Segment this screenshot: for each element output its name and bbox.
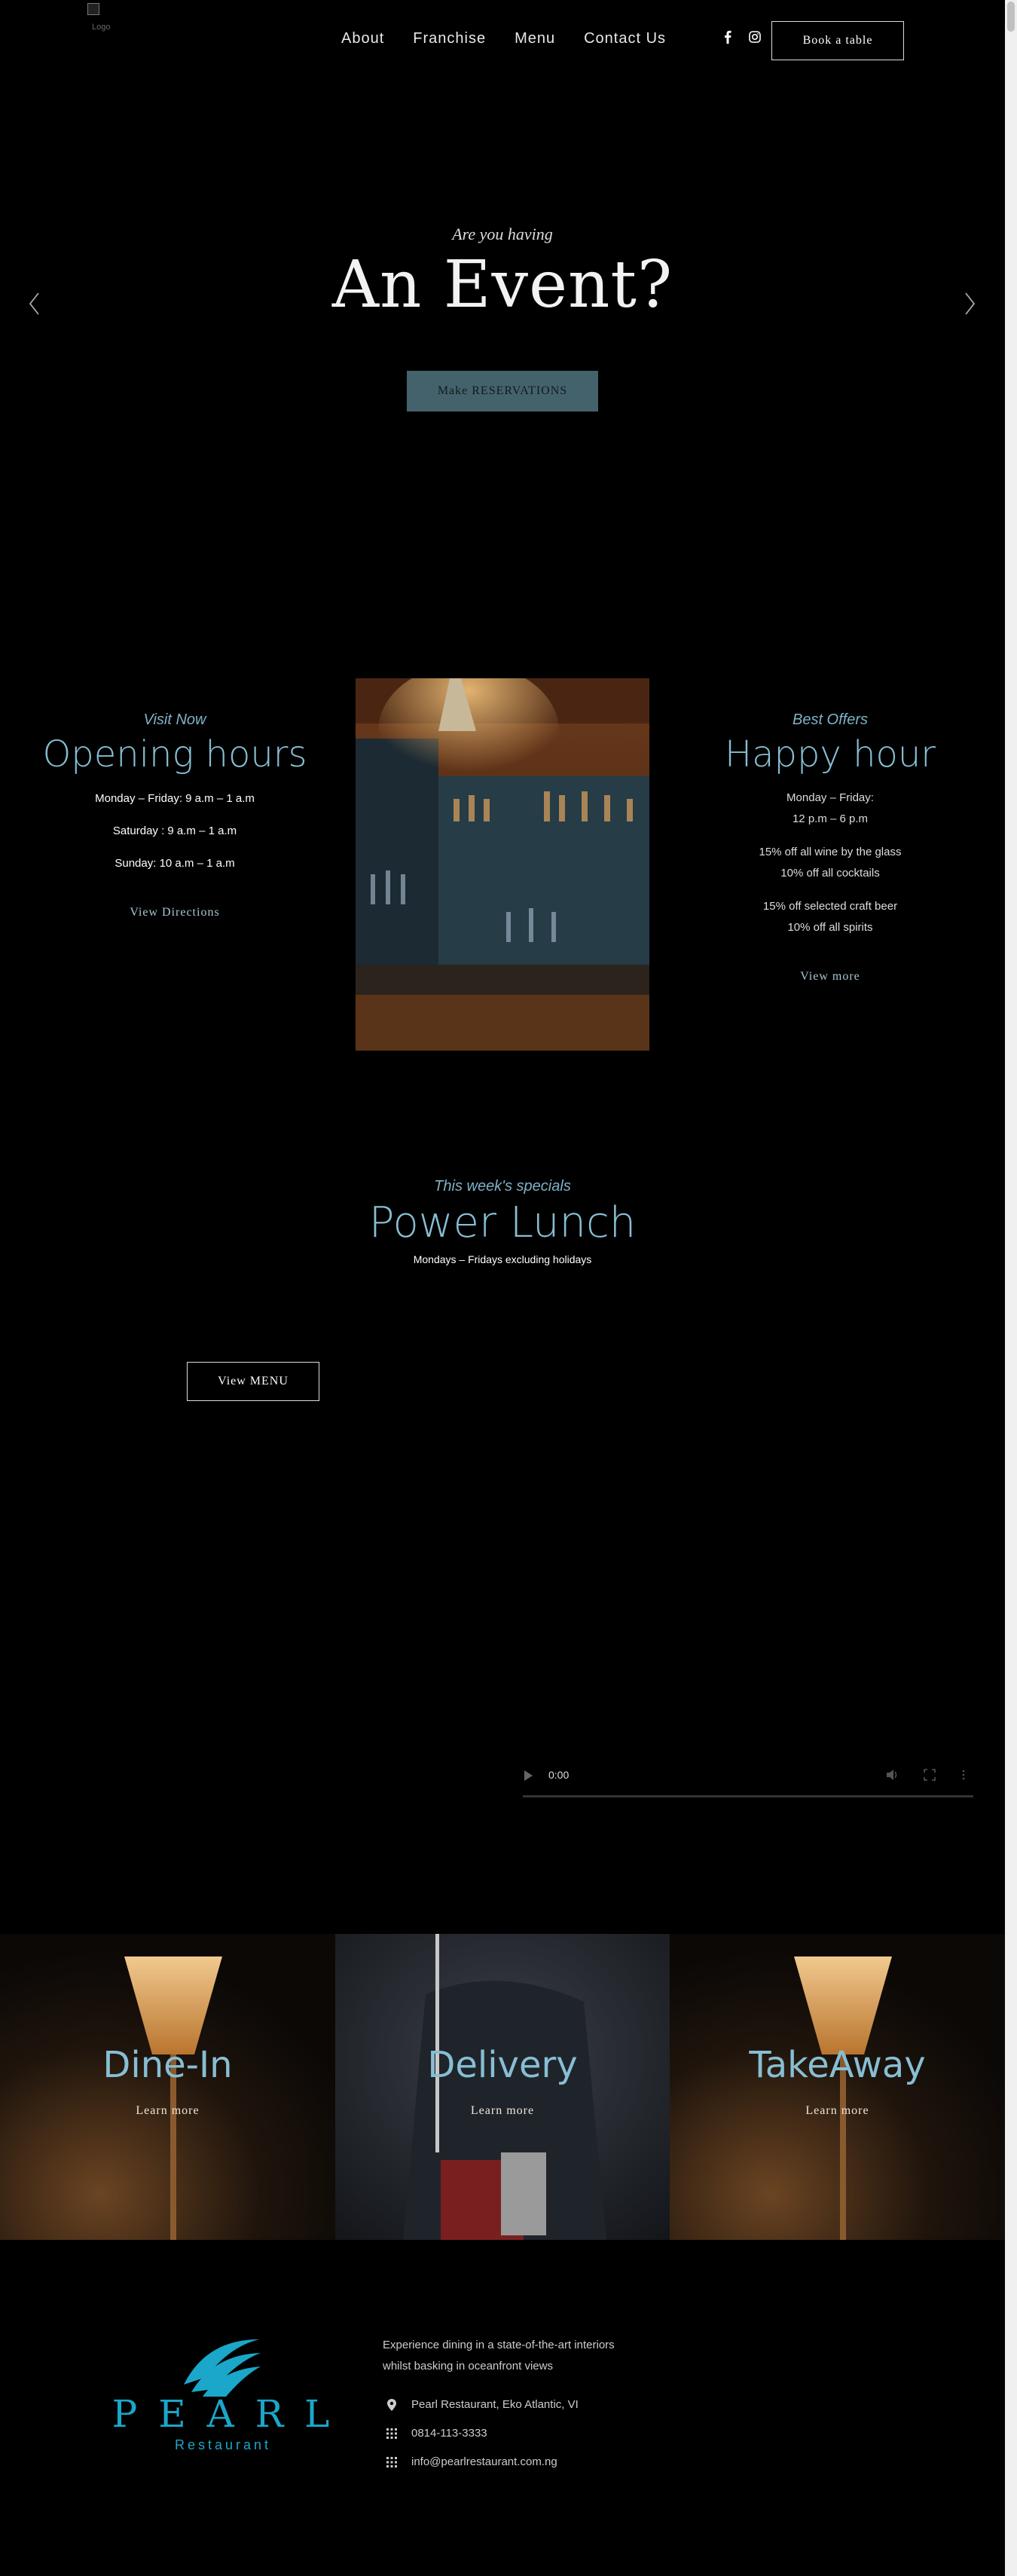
hours-saturday: Saturday : 9 a.m – 1 a.m xyxy=(112,825,237,837)
specials-subtitle: Mondays – Fridays excluding holidays xyxy=(413,1253,592,1265)
dine-in-photo xyxy=(0,1934,335,2240)
happy-hour-days: Monday – Friday: xyxy=(786,791,874,804)
happy-hour-offer-wine: 15% off all wine by the glass xyxy=(759,846,902,858)
delivery-photo xyxy=(335,1934,670,2240)
hero-title: An Event? xyxy=(331,247,673,323)
instagram-icon[interactable] xyxy=(748,30,762,44)
email-grid-icon xyxy=(386,2456,398,2468)
takeaway-photo xyxy=(670,1934,1005,2240)
bar-photo xyxy=(356,678,649,1051)
scrollbar-thumb[interactable] xyxy=(1007,2,1015,32)
happy-hour-block xyxy=(678,711,982,984)
location-pin-icon xyxy=(386,2399,398,2411)
opening-hours-title: Opening hours xyxy=(42,733,307,776)
nav-franchise[interactable]: Franchise xyxy=(413,30,487,47)
service-title-dine-in: Dine-In xyxy=(102,2044,233,2086)
address-text: Pearl Restaurant, Eko Atlantic, VI xyxy=(411,2398,579,2411)
phone-text[interactable]: 0814-113-3333 xyxy=(411,2427,487,2440)
facebook-icon[interactable] xyxy=(721,30,734,44)
happy-hour-title: Happy hour xyxy=(724,733,936,776)
video-time: 0:00 xyxy=(548,1769,570,1781)
footer-phone xyxy=(386,2427,487,2440)
opening-hours-kicker: Visit Now xyxy=(143,711,206,728)
specials-block xyxy=(0,1178,1005,1265)
view-menu-button[interactable]: View MENU xyxy=(187,1362,319,1401)
video-progress-bar[interactable] xyxy=(523,1795,973,1797)
view-more-link[interactable]: View more xyxy=(800,970,860,983)
volume-icon[interactable] xyxy=(886,1769,899,1784)
logo-alt-text: Logo xyxy=(92,23,111,32)
view-directions-link[interactable]: View Directions xyxy=(130,906,220,919)
phone-keypad-icon xyxy=(386,2428,398,2440)
video-player[interactable] xyxy=(523,1761,973,1800)
social-links xyxy=(721,30,762,44)
footer-address xyxy=(386,2398,579,2411)
service-card-delivery[interactable] xyxy=(335,1934,670,2240)
service-card-takeaway[interactable] xyxy=(670,1934,1005,2240)
broken-image-icon xyxy=(87,3,99,15)
opening-hours-block xyxy=(23,711,327,919)
service-link-dine-in[interactable]: Learn more xyxy=(136,2104,200,2117)
hero-subtitle: Are you having xyxy=(452,225,553,243)
logo-image[interactable] xyxy=(87,3,118,30)
hours-weekday: Monday – Friday: 9 a.m – 1 a.m xyxy=(95,792,255,805)
happy-hour-offer-beer: 15% off selected craft beer xyxy=(762,900,898,913)
happy-hour-offer-cocktails: 10% off all cocktails xyxy=(780,867,880,880)
page-scrollbar[interactable] xyxy=(1005,0,1017,2576)
service-link-delivery[interactable]: Learn more xyxy=(470,2104,535,2117)
footer-brand-logo xyxy=(87,2332,359,2452)
nav-contact-us[interactable]: Contact Us xyxy=(584,30,667,47)
play-icon[interactable] xyxy=(523,1770,533,1785)
specials-kicker: This week's specials xyxy=(434,1178,571,1195)
footer-description: Experience dining in a state-of-the-art interiors whilst basking in oceanfront views xyxy=(383,2339,615,2373)
service-title-delivery: Delivery xyxy=(427,2044,578,2086)
fullscreen-icon[interactable] xyxy=(924,1769,936,1784)
pearl-shell-icon xyxy=(176,2332,267,2400)
email-text[interactable]: info@pearlrestaurant.com.ng xyxy=(411,2455,557,2468)
nav-about[interactable]: About xyxy=(341,30,385,47)
footer-email xyxy=(386,2455,557,2468)
happy-hour-time: 12 p.m – 6 p.m xyxy=(792,812,869,825)
happy-hour-offer-spirits: 10% off all spirits xyxy=(787,921,873,934)
more-options-icon[interactable] xyxy=(961,1769,966,1784)
service-title-takeaway: TakeAway xyxy=(749,2044,926,2086)
brand-subtitle: Restaurant xyxy=(174,2437,272,2452)
specials-title: Power Lunch xyxy=(368,1198,637,1247)
nav-menu[interactable]: Menu xyxy=(515,30,556,47)
brand-name: P E A R L xyxy=(111,2392,334,2436)
service-card-dine-in[interactable] xyxy=(0,1934,335,2240)
hours-sunday: Sunday: 10 a.m – 1 a.m xyxy=(115,857,235,870)
make-reservations-button[interactable]: Make RESERVATIONS xyxy=(407,371,598,411)
happy-hour-kicker: Best Offers xyxy=(792,711,869,728)
book-a-table-button[interactable]: Book a table xyxy=(771,21,904,60)
service-link-takeaway[interactable]: Learn more xyxy=(805,2104,869,2117)
main-nav xyxy=(341,30,666,47)
